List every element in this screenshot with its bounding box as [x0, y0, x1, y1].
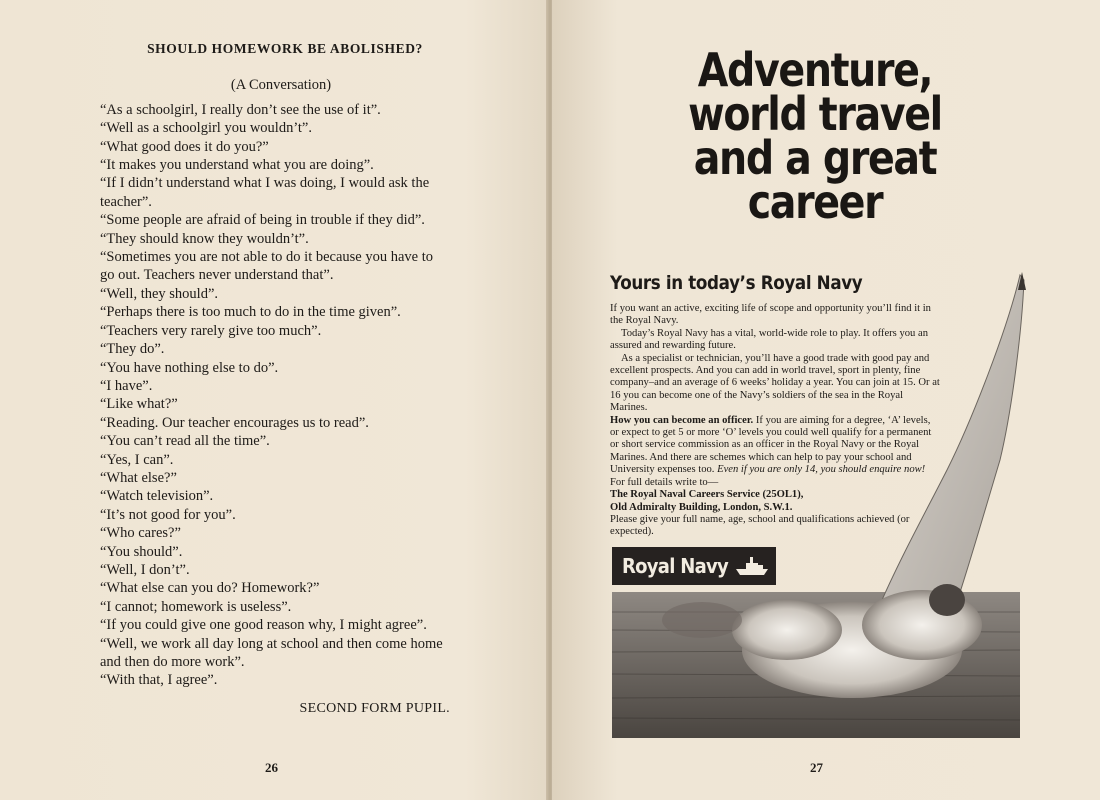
ad-closing: Please give your full name, age, school and qualifications achieved (or expected).	[610, 513, 910, 538]
conversation-line: “You can’t read all the time”.	[100, 433, 270, 450]
ad-address-line-2: Old Admiralty Building, London, S.W.1.	[610, 501, 793, 513]
logo-text: Royal Navy	[622, 554, 729, 578]
show-through-text-left	[60, 78, 68, 116]
homework-article	[100, 40, 450, 718]
conversation-line: “Watch television”.	[100, 488, 214, 505]
conversation-lines	[100, 101, 450, 690]
ad-paragraph-2: As a specialist or technician, you’ll have a good trade with good pay and excellent prospects. And you can add in world travel, sport in plenty, fine company–and an average of 6 weeks’ holiday a year. You can join at 15. Or at 16 you can become one of the Navy’s soldiers of the sea in the Royal Marines.	[610, 352, 940, 414]
ad-officer-text: If you are aiming for a degree, ‘A’ levels, or expect to get 5 or more ‘O’ levels you could well qualify for a permanent or short service commission as an officer in the Royal Navy or the Royal Marines. And there are schemes which can help to pay your school and University expenses too.	[610, 414, 932, 476]
conversation-line: “Perhaps there is too much to do in the time given”.	[100, 304, 401, 321]
conversation-line: “I have”.	[100, 377, 153, 394]
conversation-line: “If I didn’t understand what I was doing, I would ask the teacher”.	[100, 175, 430, 210]
conversation-line: “As a schoolgirl, I really don’t see the use of it”.	[100, 101, 381, 118]
royal-navy-logo	[612, 547, 776, 585]
conversation-line: “What else?”	[100, 469, 177, 486]
ad-write-to: For full details write to—	[610, 476, 719, 488]
conversation-line: “If you could give one good reason why, I might agree”.	[100, 617, 427, 634]
conversation-line: “You should”.	[100, 543, 183, 560]
conversation-line: “They should know they wouldn’t”.	[100, 230, 309, 247]
page-number-right: 27	[810, 760, 823, 775]
left-page	[0, 0, 548, 800]
ad-officer-heading: How you can become an officer.	[610, 414, 754, 426]
conversation-line: “You have nothing else to do”.	[100, 359, 279, 376]
ad-paragraph-1: Today’s Royal Navy has a vital, world-wide role to play. It offers you an assured and rewarding future.	[610, 327, 928, 352]
conversation-line: “Reading. Our teacher encourages us to read”.	[100, 414, 369, 431]
conversation-line: “It makes you understand what you are doing”.	[100, 157, 374, 174]
right-page	[552, 0, 1100, 800]
conversation-line: “It’s not good for you”.	[100, 506, 236, 523]
conversation-line: “Well, I don’t”.	[100, 561, 190, 578]
conversation-line: “Who cares?”	[100, 525, 181, 542]
conversation-line: “Well as a schoolgirl you wouldn’t”.	[100, 120, 312, 137]
conversation-line: “Teachers very rarely give too much”.	[100, 322, 322, 339]
article-title: SHOULD HOMEWORK BE ABOLISHED?	[147, 41, 423, 56]
conversation-line: “Yes, I can”.	[100, 451, 174, 468]
article-signature: SECOND FORM PUPIL.	[299, 700, 450, 716]
ad-subheadline: Yours in today’s Royal Navy	[610, 272, 863, 294]
ad-officer-italic: Even if you are only 14, you should enquire now!	[717, 464, 926, 476]
conversation-line: “What good does it do you?”	[100, 138, 269, 155]
conversation-line: “Some people are afraid of being in trouble if they did”.	[100, 212, 425, 229]
conversation-line: “Like what?”	[100, 396, 178, 413]
conversation-line: “Well, we work all day long at school and then come home and then do more work”.	[100, 635, 443, 670]
article-subtitle: (A Conversation)	[230, 77, 332, 94]
conversation-line: “Sometimes you are not able to do it because you have to go out. Teachers never understand that”.	[100, 249, 434, 284]
conversation-line: “I cannot; homework is useless”.	[100, 598, 292, 615]
missile-launch-photo	[552, 0, 1100, 800]
page-number-left: 26	[265, 760, 278, 775]
conversation-line: “What else can you do? Homework?”	[100, 580, 320, 597]
ad-intro: If you want an active, exciting life of scope and opportunity you’ll find it in the Royal Navy.	[610, 303, 931, 327]
ad-headline: Adventure, world travel and a great career	[688, 43, 942, 229]
conversation-line: “They do”.	[100, 341, 165, 358]
ship-icon	[734, 555, 770, 577]
conversation-line: “Well, they should”.	[100, 285, 219, 302]
conversation-line: “With that, I agree”.	[100, 672, 218, 689]
ad-address-line-1: The Royal Naval Careers Service (25OL1),	[610, 489, 804, 501]
